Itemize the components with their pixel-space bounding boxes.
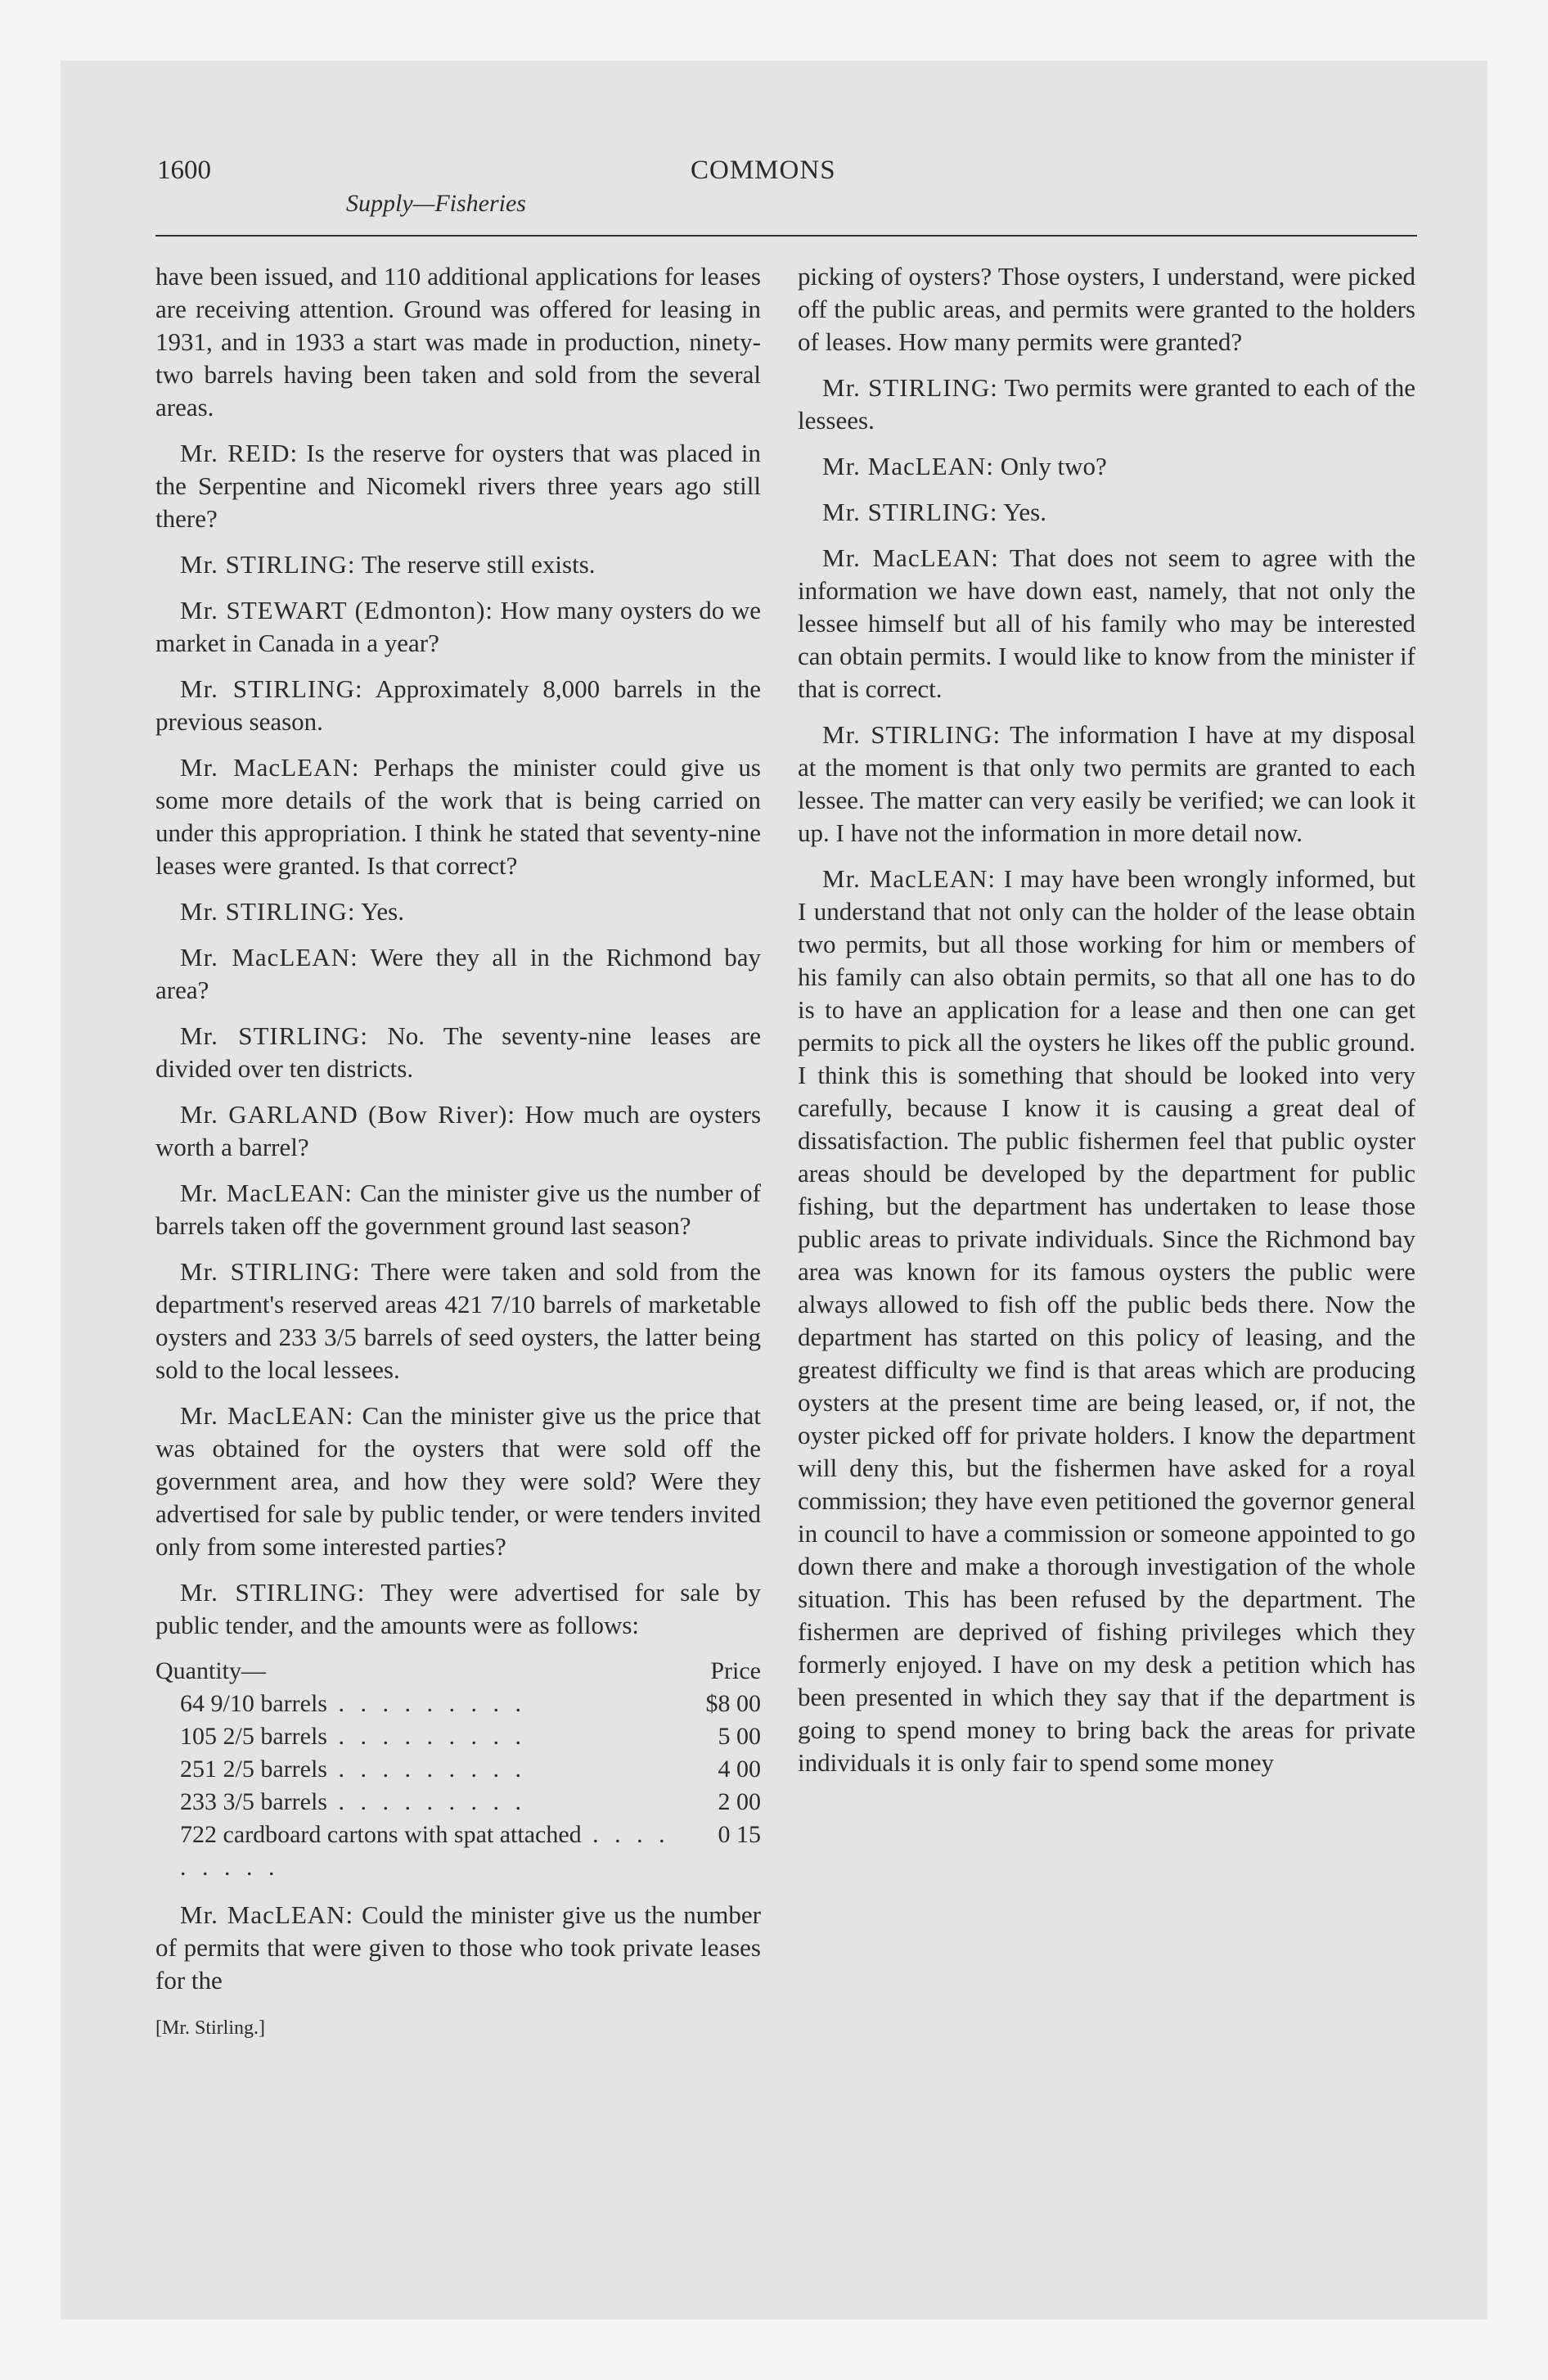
price-cell: 5 00 bbox=[718, 1723, 761, 1750]
speech-paragraph bbox=[798, 863, 1415, 1779]
paragraph-text: Can the minister give us the number of barrels taken off the government ground last season? bbox=[155, 1179, 761, 1240]
speaker-name: Mr. MacLEAN: bbox=[180, 753, 360, 782]
speech-paragraph bbox=[155, 673, 761, 738]
header-rule bbox=[155, 235, 1417, 237]
paragraph-text: Yes. bbox=[1003, 498, 1046, 526]
price-row bbox=[155, 1819, 761, 1884]
paragraph-text: Approximately 8,000 barrels in the previous season. bbox=[155, 674, 761, 736]
quantity-cell bbox=[155, 1786, 671, 1819]
right-column bbox=[798, 260, 1415, 1792]
quantity-text: 105 2/5 barrels bbox=[180, 1723, 327, 1750]
speaker-name: Mr. STIRLING: bbox=[822, 720, 1001, 749]
speech-paragraph bbox=[798, 496, 1415, 529]
speech-paragraph bbox=[798, 372, 1415, 437]
paragraph-text: Only two? bbox=[1000, 452, 1107, 480]
speech-paragraph bbox=[155, 1899, 761, 1997]
speaker-name: Mr. STIRLING: bbox=[180, 897, 356, 926]
leader-dots: . . . . . . . . . bbox=[326, 1690, 526, 1717]
paragraph-text: How many oysters do we market in Canada in a year? bbox=[155, 596, 761, 657]
speaker-name: Mr. MacLEAN: bbox=[822, 864, 996, 893]
paragraph-text: Were they all in the Richmond bay area? bbox=[155, 943, 761, 1004]
price-row bbox=[155, 1786, 761, 1819]
speech-paragraph bbox=[155, 1098, 761, 1164]
speaker-name: Mr. MacLEAN: bbox=[180, 1179, 353, 1207]
price-row bbox=[155, 1688, 761, 1720]
speech-paragraph bbox=[798, 450, 1415, 483]
speaker-name: Mr. STIRLING: bbox=[180, 1021, 369, 1050]
speech-paragraph bbox=[155, 1400, 761, 1563]
price-table-header bbox=[155, 1655, 761, 1688]
paragraph-text: They were advertised for sale by public tender, and the amounts were as follows: bbox=[155, 1578, 761, 1639]
speech-paragraph bbox=[798, 542, 1415, 705]
continued-paragraph bbox=[155, 260, 761, 424]
speech-paragraph bbox=[155, 594, 761, 660]
page-number: 1600 bbox=[157, 156, 211, 185]
paragraph-text: There were taken and sold from the department's reserved areas 421 7/10 barrels of marketable oysters and 233 3/5 barrels of seed oysters, the latter being sold to the local lessees. bbox=[155, 1257, 761, 1384]
page-header bbox=[157, 156, 1417, 217]
speaker-name: Mr. MacLEAN: bbox=[180, 943, 358, 971]
paragraph-text: picking of oysters? Those oysters, I understand, were picked off the public areas, and permits were granted to the holders of leases. How many permits were granted? bbox=[798, 262, 1415, 356]
paragraph-text: Two permits were granted to each of the lessees. bbox=[798, 373, 1415, 435]
speaker-name: Mr. STIRLING: bbox=[180, 1578, 366, 1607]
speech-paragraph bbox=[155, 1177, 761, 1242]
speaker-name: Mr. MacLEAN: bbox=[822, 543, 999, 572]
speaker-name: Mr. REID: bbox=[180, 439, 299, 467]
left-paragraphs-end bbox=[155, 1899, 761, 1997]
quantity-cell bbox=[155, 1688, 671, 1720]
speaker-name: Mr. STIRLING: bbox=[180, 550, 356, 579]
leader-dots: . . . . . . . . . bbox=[180, 1821, 670, 1881]
speech-paragraph bbox=[155, 895, 761, 928]
quantity-text: 64 9/10 barrels bbox=[180, 1690, 327, 1717]
speech-paragraph bbox=[798, 719, 1415, 850]
leader-dots: . . . . . . . . . bbox=[326, 1788, 526, 1815]
price-cell: $8 00 bbox=[705, 1690, 761, 1717]
paragraph-text: The reserve still exists. bbox=[361, 550, 596, 579]
speaker-name: Mr. GARLAND (Bow River): bbox=[180, 1100, 516, 1129]
speaker-name: Mr. STEWART (Edmonton): bbox=[180, 596, 494, 624]
quantity-cell bbox=[155, 1753, 671, 1786]
paragraph-text: Perhaps the minister could give us some more details of the work that is being carried on under this appropriation. I think he stated that seventy-nine leases were granted. Is that correct? bbox=[155, 753, 761, 880]
speaker-name: Mr. MacLEAN: bbox=[180, 1401, 354, 1430]
paragraph-text: Yes. bbox=[361, 897, 404, 926]
speech-paragraph bbox=[155, 941, 761, 1007]
quantity-text: 233 3/5 barrels bbox=[180, 1788, 327, 1815]
speaker-name: Mr. STIRLING: bbox=[822, 498, 998, 526]
speech-paragraph bbox=[155, 751, 761, 882]
quantity-cell bbox=[155, 1819, 671, 1884]
paragraph-text: No. The seventy-nine leases are divided over ten districts. bbox=[155, 1021, 762, 1083]
paragraph-text: That does not seem to agree with the information we have down east, namely, that not only the lessee himself but all of his family who may be interested can obtain permits. I would like to know from the minister if that is correct. bbox=[798, 543, 1415, 703]
speech-paragraph bbox=[155, 1255, 761, 1386]
footer-note: [Mr. Stirling.] bbox=[155, 2017, 266, 2039]
quantity-text: 251 2/5 barrels bbox=[180, 1756, 327, 1783]
speaker-name: Mr. MacLEAN: bbox=[822, 452, 995, 480]
speech-paragraph bbox=[155, 1020, 761, 1085]
left-column bbox=[155, 260, 761, 2044]
speaker-name: Mr. STIRLING: bbox=[180, 674, 363, 703]
price-table bbox=[155, 1655, 761, 1884]
leader-dots: . . . . . . . . . bbox=[326, 1723, 526, 1750]
paragraph-text: Can the minister give us the price that was obtained for the oysters that were sold off the government area, and how they were sold? Were they advertised for sale by public tender, or were tenders invited only from some interested parties? bbox=[155, 1401, 761, 1561]
speech-paragraph bbox=[155, 548, 761, 581]
quantity-text: 722 cardboard cartons with spat attached bbox=[180, 1821, 582, 1848]
paragraph-text: have been issued, and 110 additional applications for leases are receiving attention. Ground was offered for leasing in 1931, and in 1933 a start was made in production, ninety-two barrels having been taken and sold from the several areas. bbox=[155, 262, 761, 421]
quantity-header: Quantity— bbox=[155, 1657, 266, 1684]
continued-paragraph bbox=[798, 260, 1415, 358]
leader-dots: . . . . . . . . . bbox=[326, 1756, 526, 1783]
speaker-name: Mr. MacLEAN: bbox=[180, 1900, 354, 1929]
paragraph-text: The information I have at my disposal at the moment is that only two permits are granted to each lessee. The matter can very easily be verified; we can look it up. I have not the information in more detail now. bbox=[798, 720, 1415, 847]
price-row bbox=[155, 1720, 761, 1753]
price-cell: 4 00 bbox=[718, 1756, 761, 1783]
speaker-name: Mr. STIRLING: bbox=[822, 373, 998, 402]
paragraph-text: Could the minister give us the number of permits that were given to those who took private leases for the bbox=[155, 1900, 761, 1995]
price-row bbox=[155, 1753, 761, 1786]
paragraph-text: How much are oysters worth a barrel? bbox=[155, 1100, 762, 1161]
price-cell: 0 15 bbox=[718, 1821, 761, 1848]
section-title: Supply—Fisheries bbox=[346, 190, 526, 217]
right-paragraphs bbox=[798, 260, 1415, 1779]
journal-title: COMMONS bbox=[691, 156, 836, 185]
speaker-name: Mr. STIRLING: bbox=[180, 1257, 361, 1286]
paragraph-text: Is the reserve for oysters that was placed in the Serpentine and Nicomekl rivers three years ago still there? bbox=[155, 439, 762, 533]
quantity-cell bbox=[155, 1720, 671, 1753]
price-cell: 2 00 bbox=[718, 1788, 761, 1815]
speech-paragraph bbox=[155, 437, 761, 535]
left-paragraphs bbox=[155, 260, 761, 1642]
paragraph-text: I may have been wrongly informed, but I understand that not only can the holder of the lease obtain two permits, but all those working for him or members of his family can also obtain permits, so that all one has to do is to have an application for a lease and then one can get permits to pick all the oysters he likes off the public ground. I think this is something that should be looked into very carefully, because I know it is causing a great deal of dissatisfaction. The public fishermen feel that public oyster areas should be developed by the department for public fishing, but the department has undertaken to lease those public areas to private individuals. Since the Richmond bay area was known for its famous oysters the public were always allowed to fish off the public beds there. Now the department has started on this policy of leasing, and the greatest difficulty we find is that areas which are producing oysters at the present time are being leased, or, if not, the oyster picked off for private holders. I know the department will deny this, but the fishermen have asked for a royal commission; they have even petitioned the governor general in council to have a commission or someone appointed to go down there and make a thorough investigation of the whole situation. This has been refused by the department. The fishermen are deprived of fishing privileges which they formerly enjoyed. I have on my desk a petition which has been presented in which they say that if the department is going to spend money to bring back the areas for private individuals it is only fair to spend some money bbox=[798, 864, 1415, 1777]
price-header: Price bbox=[710, 1657, 761, 1684]
speech-paragraph bbox=[155, 1576, 761, 1642]
